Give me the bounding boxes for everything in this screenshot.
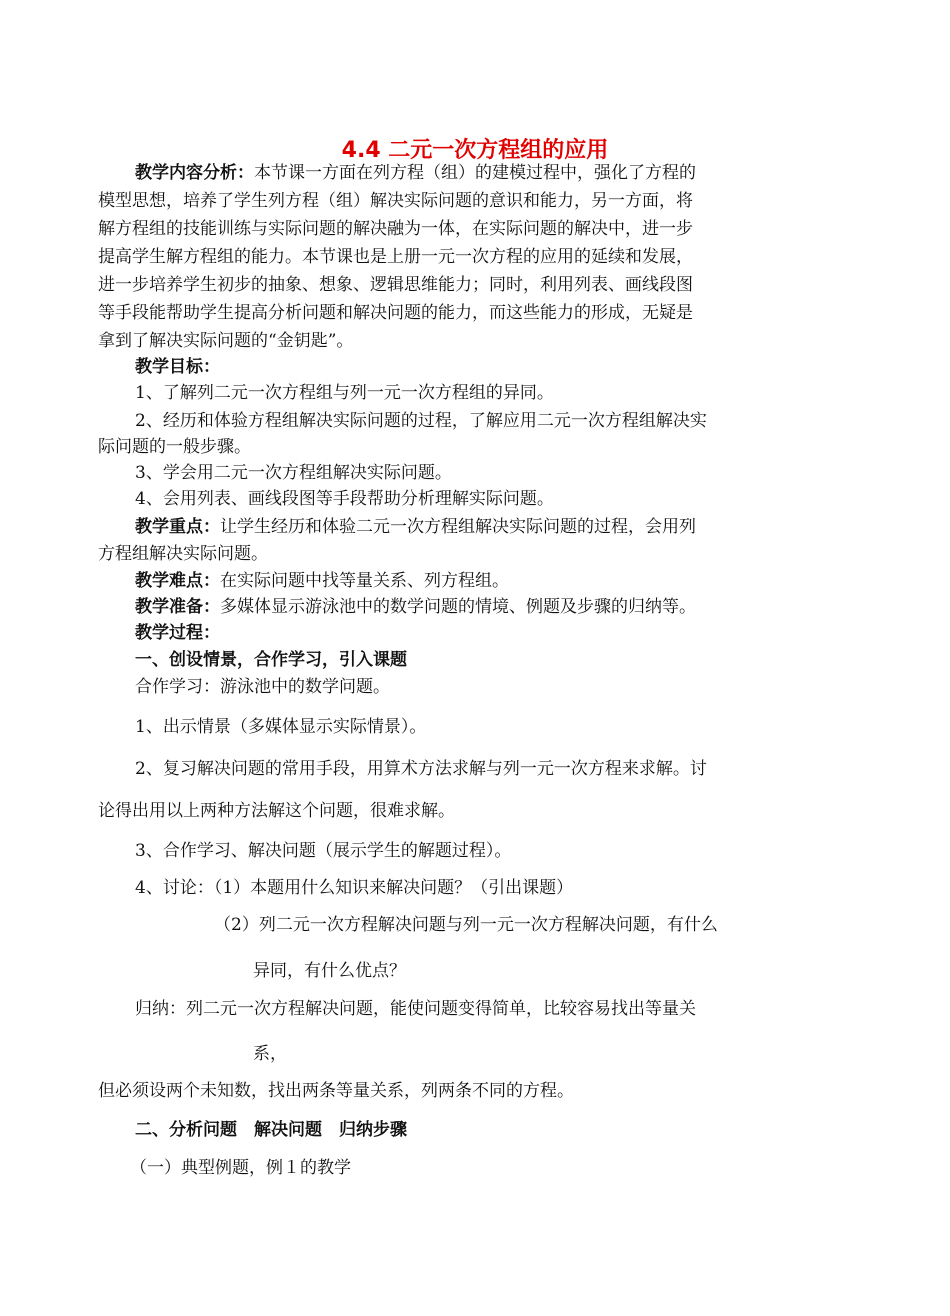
goal-item-continued: 际问题的一般步骤。: [98, 437, 251, 457]
section2-heading: 二、分析问题 解决问题 归纳步骤: [135, 1120, 407, 1140]
analysis-text-line: 模型思想，培养了学生列方程（组）解决实际问题的意识和能力，另一方面，将: [98, 191, 693, 211]
process-label: 教学过程：: [135, 623, 220, 643]
goal-item: 1、了解列二元一次方程组与列一元一次方程组的异同。: [135, 383, 554, 403]
analysis-text-line: 等手段能帮助学生提高分析问题和解决问题的能力，而这些能力的形成，无疑是: [98, 303, 693, 323]
section1-step: 1、出示情景（多媒体显示实际情景）。: [135, 717, 427, 737]
goal-item: 3、学会用二元一次方程组解决实际问题。: [135, 463, 452, 483]
difficulty-label: 教学难点：: [135, 571, 220, 591]
analysis-text-line: 进一步培养学生初步的抽象、想象、逻辑思维能力；同时，利用列表、画线段图: [98, 275, 693, 295]
key-point-text-continued: 方程组解决实际问题。: [98, 544, 268, 564]
analysis-label: 教学内容分析：: [135, 163, 254, 183]
analysis-text-line: 提高学生解方程组的能力。本节课也是上册一元一次方程的应用的延续和发展，: [98, 247, 693, 267]
section1-step: 4、讨论：（1）本题用什么知识来解决问题？（引出课题）: [135, 878, 574, 898]
goal-item: 2、经历和体验方程组解决实际问题的过程，了解应用二元一次方程组解决实: [135, 411, 707, 431]
analysis-text-line: 本节课一方面在列方程（组）的建模过程中，强化了方程的: [254, 163, 696, 183]
section1-step-sub-continued: 异同，有什么优点？: [253, 961, 406, 981]
section1-step: 3、合作学习、解决问题（展示学生的解题过程）。: [135, 841, 512, 861]
section2-subheading: （一）典型例题，例１的教学: [130, 1158, 351, 1178]
section1-heading: 一、创设情景，合作学习，引入课题: [135, 650, 407, 670]
difficulty-text: 在实际问题中找等量关系、列方程组。: [220, 571, 509, 591]
key-point-label: 教学重点：: [135, 517, 220, 537]
section1-summary: 归纳：列二元一次方程解决问题，能使问题变得简单，比较容易找出等量关: [135, 999, 696, 1019]
page-title: 4.4 二元一次方程组的应用: [341, 138, 609, 163]
analysis-paragraph-first-line: [135, 162, 696, 184]
preparation-label: 教学准备：: [135, 597, 220, 617]
analysis-text-line: 拿到了解决实际问题的“金钥匙”。: [98, 331, 354, 351]
preparation-text: 多媒体显示游泳池中的数学问题的情境、例题及步骤的归纳等。: [220, 597, 696, 617]
section1-summary-continued: 但必须设两个未知数，找出两条等量关系，列两条不同的方程。: [98, 1081, 574, 1101]
analysis-text-line: 解方程组的技能训练与实际问题的解决融为一体，在实际问题的解决中，进一步: [98, 219, 693, 239]
section1-summary-continued: 系，: [253, 1044, 287, 1064]
preparation: [135, 596, 696, 618]
key-point-text: 让学生经历和体验二元一次方程组解决实际问题的过程，会用列: [220, 517, 696, 537]
section1-step-sub: （2）列二元一次方程解决问题与列一元一次方程解决问题，有什么: [214, 915, 718, 935]
section1-intro: 合作学习：游泳池中的数学问题。: [135, 677, 390, 697]
section1-step-continued: 论得出用以上两种方法解这个问题，很难求解。: [98, 801, 455, 821]
section1-step: 2、复习解决问题的常用手段，用算术方法求解与列一元一次方程来求解。讨: [135, 759, 707, 779]
key-point: [135, 516, 696, 538]
goal-item: 4、会用列表、画线段图等手段帮助分析理解实际问题。: [135, 489, 554, 509]
goals-label: 教学目标：: [135, 357, 220, 377]
difficulty: [135, 570, 509, 592]
